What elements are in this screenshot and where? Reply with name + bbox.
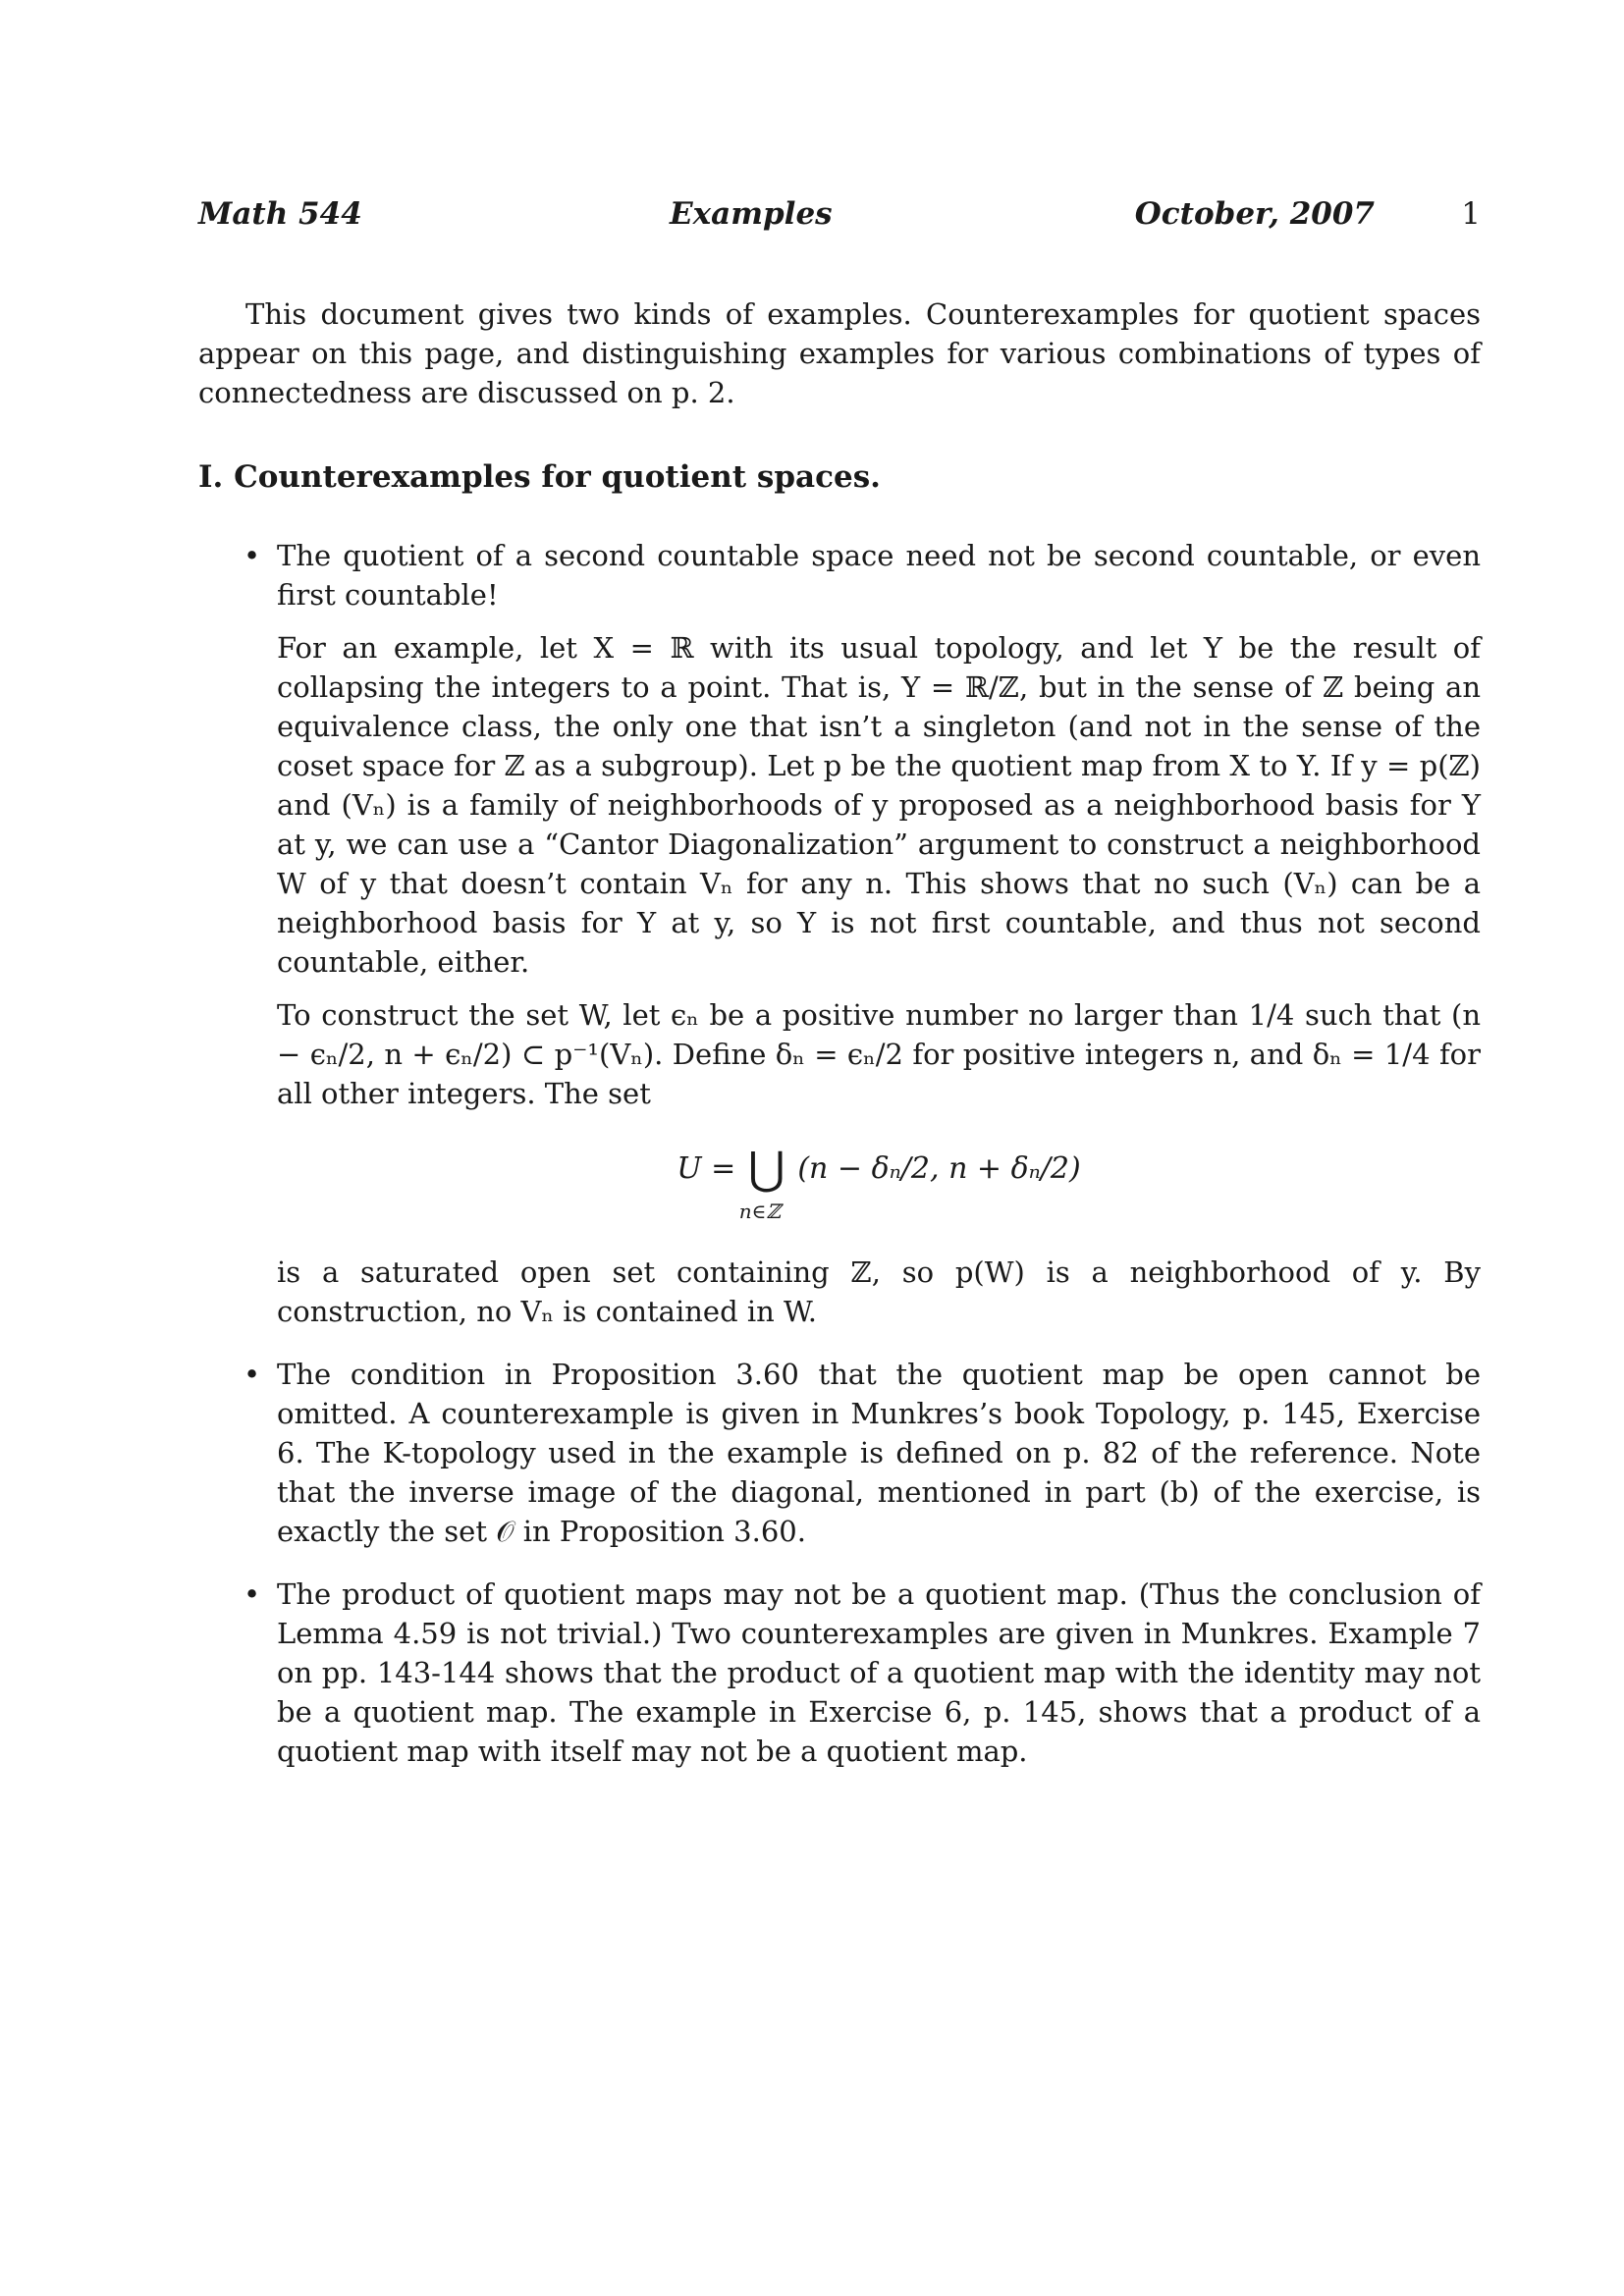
list-item — [198, 1355, 1481, 1551]
bullet-icon: • — [244, 1577, 261, 1611]
document-page — [198, 196, 1481, 1794]
course-name: Math 544 — [198, 196, 362, 232]
document-title: Examples — [670, 196, 833, 232]
list-item — [198, 1575, 1481, 1771]
intro-paragraph: This document gives two kinds of examples. Counterexamples for quotient spaces appear on this page, and distinguishing examples for various combinations of types of connectedness are discussed on p. 2. — [198, 297, 1481, 409]
bullet-icon: • — [244, 1358, 261, 1391]
union-subscript: n∈ℤ — [738, 1200, 782, 1223]
counterexample-list — [198, 536, 1481, 1771]
document-date: October, 2007 — [1134, 196, 1375, 232]
item-paragraph: For an example, let X = ℝ with its usual topology, and let Y be the result of collapsing the integers to a point. That is, Y = ℝ/ℤ, but in the sense of ℤ being an equivalence class, the only one that isn’t a singleton (and not in the sense of the coset space for ℤ as a subgroup). Let p be the quotient map from X to Y. If y = p(ℤ) and (Vₙ) is a family of neighborhoods of y proposed as a neighborhood basis for Y at y, we can use a “Cantor Diagonalization” argument to construct a neighborhood W of y that doesn’t contain Vₙ for any n. This shows that no such (Vₙ) can be a neighborhood basis for Y at y, so Y is not first countable, and thus not second countable, either. — [277, 631, 1481, 979]
equation-lhs: U = — [677, 1151, 736, 1186]
item-paragraph: The condition in Proposition 3.60 that the quotient map be open cannot be omitted. A counterexample is given in Munkres’s book Topology, p. 145, Exercise 6. The K-topology used in the example is defined on p. 82 of the reference. Note that the inverse image of the diagonal, mentioned in part (b) of the exercise, is exactly the set 𝒪 in Proposition 3.60. — [277, 1358, 1481, 1548]
page-header — [198, 196, 1481, 245]
item-paragraph: The product of quotient maps may not be a quotient map. (Thus the conclusion of Lemma 4.59 is not trivial.) Two counterexamples are given in Munkres. Example 7 on pp. 143-144 shows that the product of a quotient map with the identity may not be a quotient map. The example in Exercise 6, p. 145, shows that a product of a quotient map with itself may not be a quotient map. — [277, 1577, 1481, 1768]
list-item — [198, 536, 1481, 1331]
page-number: 1 — [1461, 196, 1481, 232]
display-equation — [277, 1143, 1481, 1221]
equation-rhs: (n − δₙ/2, n + δₙ/2) — [797, 1151, 1081, 1186]
bullet-icon: • — [244, 539, 261, 572]
item-paragraph: The quotient of a second countable space need not be second countable, or even first countable! — [277, 539, 1481, 612]
item-paragraph: is a saturated open set containing ℤ, so p(W) is a neighborhood of y. By construction, no Vₙ is contained in W. — [277, 1255, 1481, 1328]
item-paragraph: To construct the set W, let ϵₙ be a positive number no larger than 1/4 such that (n − ϵₙ/2, n + ϵₙ/2) ⊂ p⁻¹(Vₙ). Define δₙ = ϵₙ/2 for positive integers n, and δₙ = 1/4 for all other integers. The set — [277, 998, 1481, 1110]
section-heading: I. Counterexamples for quotient spaces. — [198, 459, 881, 495]
big-union-symbol: ⋃ — [747, 1142, 785, 1195]
